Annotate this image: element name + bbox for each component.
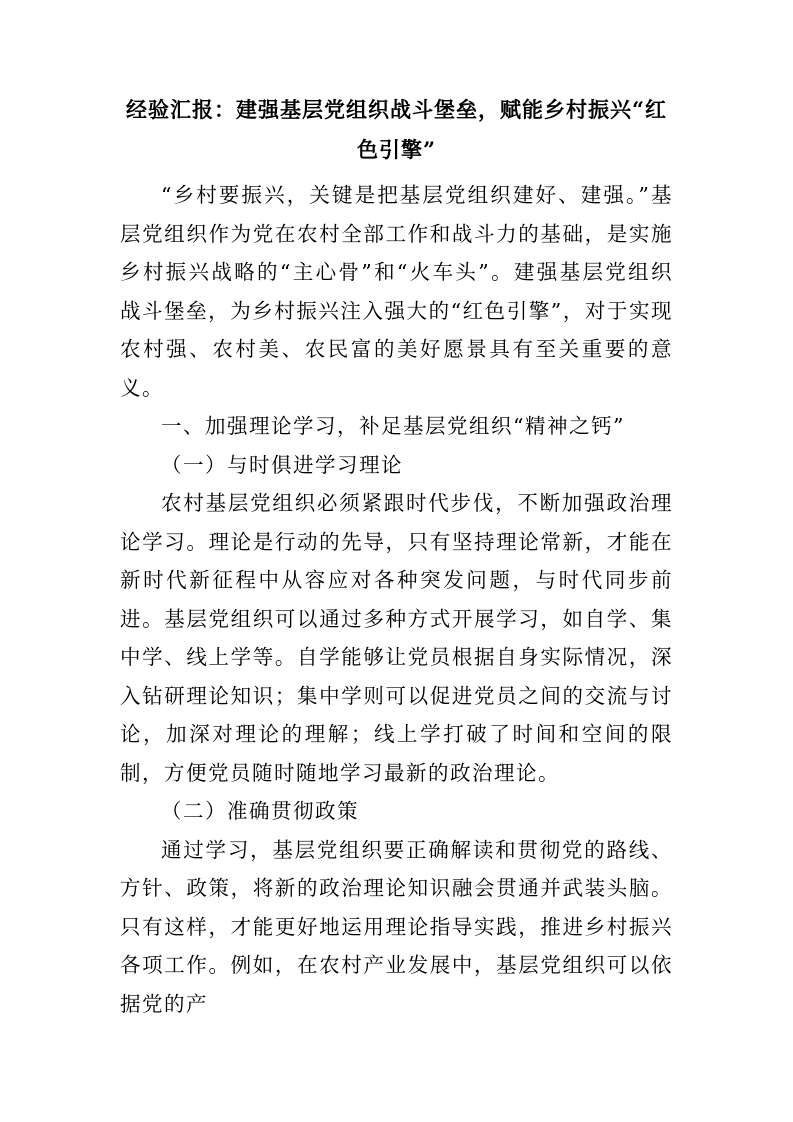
subsection-2-body: 通过学习，基层党组织要正确解读和贯彻党的路线、方针、政策，将新的政治理论知识融会贯通并武装头脑。只有这样，才能更好地运用理论指导实践，推进乡村振兴各项工作。例如，在农村产业发展中，基层党组织可以依据党的产	[120, 837, 673, 1016]
intro-paragraph: “乡村要振兴，关键是把基层党组织建好、建强。”基层党组织作为党在农村全部工作和战斗力的基础，是实施乡村振兴战略的“主心骨”和“火车头”。建强基层党组织战斗堡垒，为乡村振兴注入强大的“红色引擎”，对于实现农村强、农村美、农民富的美好愿景具有至关重要的意义。	[120, 183, 673, 400]
subsection-1-body: 农村基层党组织必须紧跟时代步伐，不断加强政治理论学习。理论是行动的先导，只有坚持理论常新，才能在新时代新征程中从容应对各种突发问题，与时代同步前进。基层党组织可以通过多种方式开展学习，如自学、集中学、线上学等。自学能够让党员根据自身实际情况，深入钻研理论知识；集中学则可以促进党员之间的交流与讨论，加深对理论的理解；线上学打破了时间和空间的限制，方便党员随时随地学习最新的政治理论。	[120, 491, 673, 785]
document-title: 经验汇报：建强基层党组织战斗堡垒，赋能乡村振兴“红色引擎”	[125, 97, 668, 162]
section-1-heading: 一、加强理论学习，补足基层党组织“精神之钙”	[161, 414, 625, 438]
subsection-2-heading: （二）准确贯彻政策	[161, 799, 359, 823]
subsection-1-heading: （一）与时俱进学习理论	[161, 452, 403, 477]
